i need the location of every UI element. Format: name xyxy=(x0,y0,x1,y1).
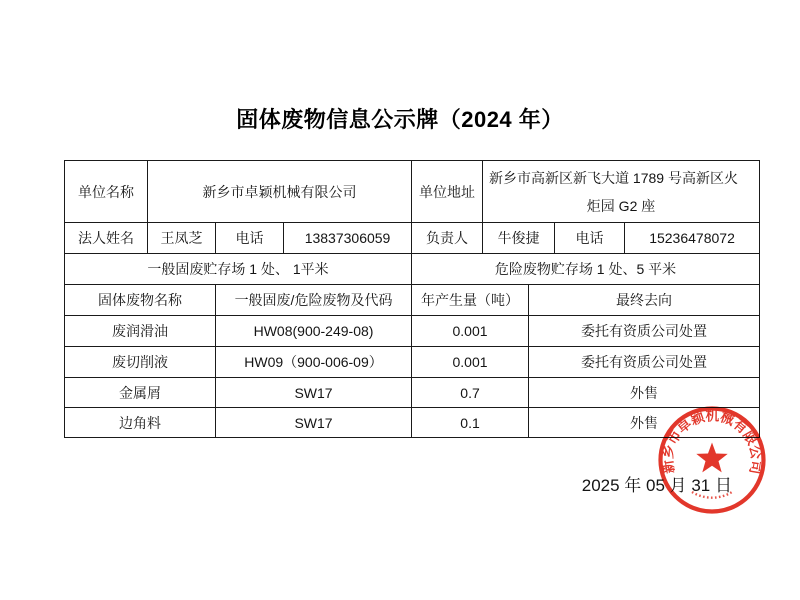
waste-code-cell: SW17 xyxy=(216,408,412,438)
waste-destination-cell: 外售 xyxy=(529,378,760,408)
waste-code-cell: SW17 xyxy=(216,378,412,408)
responsible-value: 牛俊捷 xyxy=(483,223,555,254)
legal-person-label: 法人姓名 xyxy=(65,223,148,254)
table-row xyxy=(65,223,760,254)
waste-name-cell: 边角料 xyxy=(65,408,216,438)
unit-name-value: 新乡市卓颖机械有限公司 xyxy=(148,161,412,223)
legal-phone-label: 电话 xyxy=(216,223,284,254)
waste-destination-cell: 委托有资质公司处置 xyxy=(529,316,760,347)
address-line-2: 炬园 G2 座 xyxy=(586,197,656,214)
general-waste-storage-text: 一般固废贮存场 1 处、 1平米 xyxy=(65,254,412,285)
final-destination-header: 最终去向 xyxy=(529,285,760,316)
waste-name-header: 固体废物名称 xyxy=(65,285,216,316)
legal-phone-value: 13837306059 xyxy=(284,223,412,254)
waste-amount-cell: 0.001 xyxy=(412,347,529,378)
waste-destination-cell: 外售 xyxy=(529,408,760,438)
hazardous-waste-storage-text: 危险废物贮存场 1 处、5 平米 xyxy=(412,254,760,285)
waste-amount-cell: 0.7 xyxy=(412,378,529,408)
waste-amount-cell: 0.1 xyxy=(412,408,529,438)
table-row xyxy=(65,161,760,223)
table-row xyxy=(65,254,760,285)
responsible-phone-value: 15236478072 xyxy=(625,223,760,254)
table-header-row xyxy=(65,285,760,316)
waste-row xyxy=(65,408,760,438)
issue-date: 2025 年 05 月 31 日 xyxy=(581,476,732,495)
unit-name-label: 单位名称 xyxy=(65,161,148,223)
waste-code-cell: HW09（900-006-09） xyxy=(216,347,412,378)
waste-code-header: 一般固废/危险废物及代码 xyxy=(216,285,412,316)
waste-info-table xyxy=(64,160,760,438)
waste-row xyxy=(65,378,760,408)
waste-amount-cell: 0.001 xyxy=(412,316,529,347)
waste-row xyxy=(65,347,760,378)
waste-row xyxy=(65,316,760,347)
seal-star-icon xyxy=(696,443,727,473)
address-line-1: 新乡市高新区新飞大道 1789 号高新区火 xyxy=(489,169,738,186)
seal-company-text: 新乡市卓颖机械有限公司 xyxy=(659,408,765,477)
unit-address-value xyxy=(483,161,760,223)
waste-name-cell: 废切削液 xyxy=(65,347,216,378)
waste-name-cell: 废润滑油 xyxy=(65,316,216,347)
waste-destination-cell: 委托有资质公司处置 xyxy=(529,347,760,378)
notice-title: 固体废物信息公示牌（2024 年） xyxy=(236,107,564,132)
annual-amount-header: 年产生量（吨） xyxy=(412,285,529,316)
responsible-label: 负责人 xyxy=(412,223,483,254)
unit-address-label: 单位地址 xyxy=(412,161,483,223)
waste-name-cell: 金属屑 xyxy=(65,378,216,408)
waste-code-cell: HW08(900-249-08) xyxy=(216,316,412,347)
responsible-phone-label: 电话 xyxy=(555,223,625,254)
legal-person-value: 王凤芝 xyxy=(148,223,216,254)
